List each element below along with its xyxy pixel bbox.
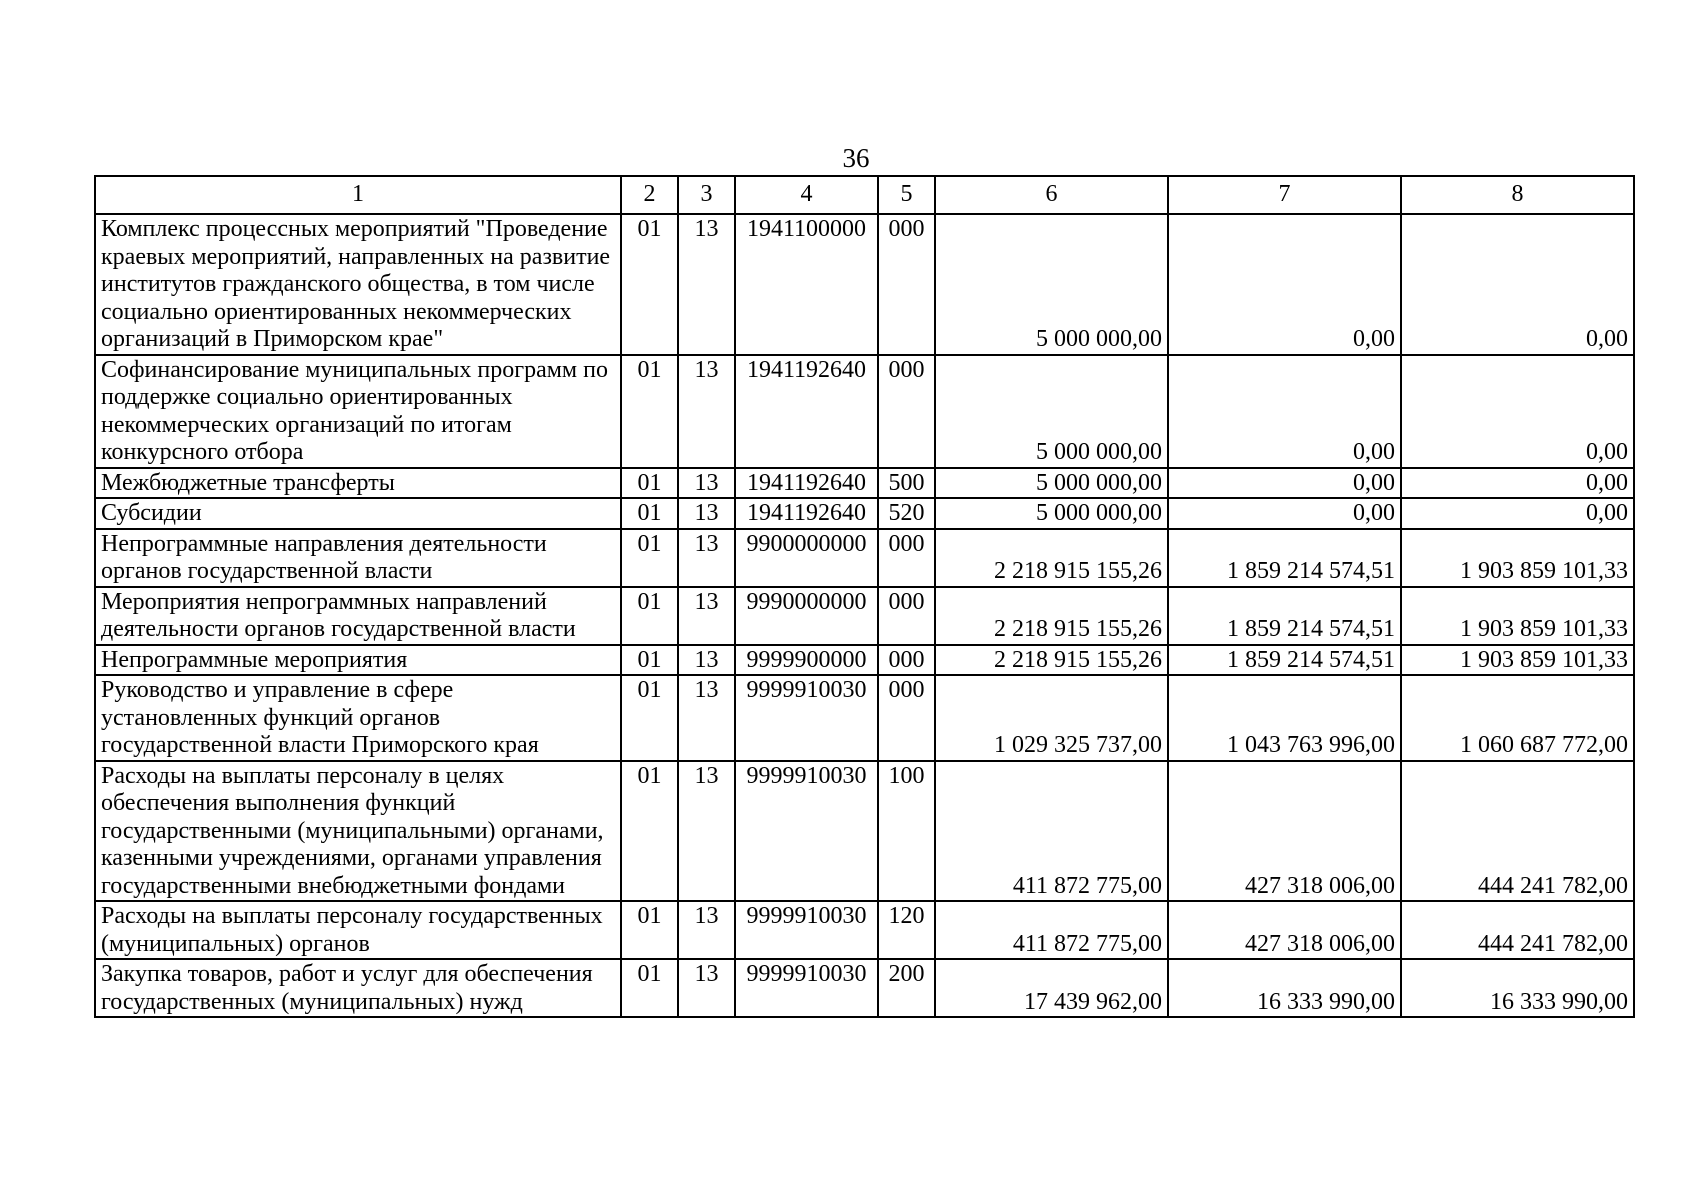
target-article-code: 9999910030 [735,901,878,959]
section-code: 01 [621,959,678,1017]
table-row [95,587,1634,645]
amount-col-7: 1 043 763 996,00 [1168,675,1401,761]
target-article-code: 9999910030 [735,959,878,1017]
expense-type-code: 000 [878,587,935,645]
target-article-code: 9999900000 [735,645,878,676]
table-row [95,468,1634,499]
column-header-2: 2 [621,176,678,214]
amount-col-8: 0,00 [1401,498,1634,529]
table-row [95,355,1634,468]
table-row [95,214,1634,355]
column-number-row [95,176,1634,214]
subsection-code: 13 [678,675,735,761]
expense-type-code: 120 [878,901,935,959]
row-name: Мероприятия непрограммных направлений деятельности органов государственной власти [95,587,621,645]
expense-type-code: 100 [878,761,935,902]
subsection-code: 13 [678,587,735,645]
page-number: 36 [842,143,870,173]
column-header-1: 1 [95,176,621,214]
row-name: Субсидии [95,498,621,529]
target-article-code: 9999910030 [735,761,878,902]
expense-type-code: 000 [878,529,935,587]
subsection-code: 13 [678,355,735,468]
amount-col-6: 5 000 000,00 [935,498,1168,529]
amount-col-7: 1 859 214 574,51 [1168,645,1401,676]
amount-col-7: 1 859 214 574,51 [1168,587,1401,645]
section-code: 01 [621,355,678,468]
amount-col-8: 1 903 859 101,33 [1401,529,1634,587]
amount-col-6: 5 000 000,00 [935,468,1168,499]
row-name: Расходы на выплаты персоналу в целях обеспечения выполнения функций государственными (муниципальными) органами, казенными учреждениями, органами управления государственными внебюджетными фондами [95,761,621,902]
section-code: 01 [621,675,678,761]
table-row [95,645,1634,676]
amount-col-6: 2 218 915 155,26 [935,587,1168,645]
expense-type-code: 500 [878,468,935,499]
column-header-3: 3 [678,176,735,214]
amount-col-6: 2 218 915 155,26 [935,645,1168,676]
column-header-7: 7 [1168,176,1401,214]
column-header-4: 4 [735,176,878,214]
amount-col-7: 0,00 [1168,468,1401,499]
amount-col-8: 444 241 782,00 [1401,761,1634,902]
section-code: 01 [621,214,678,355]
target-article-code: 9900000000 [735,529,878,587]
subsection-code: 13 [678,645,735,676]
section-code: 01 [621,645,678,676]
amount-col-8: 1 903 859 101,33 [1401,645,1634,676]
table-row [95,901,1634,959]
amount-col-7: 0,00 [1168,214,1401,355]
row-name: Закупка товаров, работ и услуг для обеспечения государственных (муниципальных) нужд [95,959,621,1017]
amount-col-8: 0,00 [1401,355,1634,468]
expense-type-code: 200 [878,959,935,1017]
target-article-code: 1941192640 [735,355,878,468]
row-name: Комплекс процессных мероприятий "Проведение краевых мероприятий, направленных на развитие институтов гражданского общества, в том числе социально ориентированных некоммерческих организаций в Приморском крае" [95,214,621,355]
amount-col-6: 17 439 962,00 [935,959,1168,1017]
column-header-8: 8 [1401,176,1634,214]
section-code: 01 [621,498,678,529]
amount-col-7: 0,00 [1168,498,1401,529]
row-name: Софинансирование муниципальных программ по поддержке социально ориентированных некоммерческих организаций по итогам конкурсного отбора [95,355,621,468]
amount-col-7: 1 859 214 574,51 [1168,529,1401,587]
column-header-5: 5 [878,176,935,214]
target-article-code: 1941100000 [735,214,878,355]
subsection-code: 13 [678,761,735,902]
expense-type-code: 520 [878,498,935,529]
target-article-code: 1941192640 [735,498,878,529]
amount-col-6: 411 872 775,00 [935,761,1168,902]
subsection-code: 13 [678,468,735,499]
section-code: 01 [621,468,678,499]
target-article-code: 1941192640 [735,468,878,499]
amount-col-7: 16 333 990,00 [1168,959,1401,1017]
amount-col-6: 5 000 000,00 [935,355,1168,468]
subsection-code: 13 [678,214,735,355]
column-header-6: 6 [935,176,1168,214]
section-code: 01 [621,901,678,959]
target-article-code: 9999910030 [735,675,878,761]
table-row [95,529,1634,587]
table-row [95,498,1634,529]
table-row [95,761,1634,902]
row-name: Непрограммные направления деятельности органов государственной власти [95,529,621,587]
section-code: 01 [621,587,678,645]
subsection-code: 13 [678,959,735,1017]
section-code: 01 [621,529,678,587]
expense-type-code: 000 [878,645,935,676]
table-row [95,675,1634,761]
subsection-code: 13 [678,901,735,959]
amount-col-6: 5 000 000,00 [935,214,1168,355]
subsection-code: 13 [678,529,735,587]
row-name: Непрограммные мероприятия [95,645,621,676]
amount-col-8: 1 903 859 101,33 [1401,587,1634,645]
row-name: Межбюджетные трансферты [95,468,621,499]
amount-col-7: 427 318 006,00 [1168,761,1401,902]
amount-col-6: 2 218 915 155,26 [935,529,1168,587]
budget-table [94,175,1635,1018]
amount-col-8: 1 060 687 772,00 [1401,675,1634,761]
amount-col-6: 411 872 775,00 [935,901,1168,959]
amount-col-6: 1 029 325 737,00 [935,675,1168,761]
section-code: 01 [621,761,678,902]
target-article-code: 9990000000 [735,587,878,645]
expense-type-code: 000 [878,675,935,761]
row-name: Руководство и управление в сфере установленных функций органов государственной власти Приморского края [95,675,621,761]
table-row [95,959,1634,1017]
amount-col-8: 0,00 [1401,468,1634,499]
amount-col-7: 0,00 [1168,355,1401,468]
expense-type-code: 000 [878,214,935,355]
expense-type-code: 000 [878,355,935,468]
amount-col-7: 427 318 006,00 [1168,901,1401,959]
amount-col-8: 16 333 990,00 [1401,959,1634,1017]
amount-col-8: 0,00 [1401,214,1634,355]
amount-col-8: 444 241 782,00 [1401,901,1634,959]
row-name: Расходы на выплаты персоналу государственных (муниципальных) органов [95,901,621,959]
subsection-code: 13 [678,498,735,529]
